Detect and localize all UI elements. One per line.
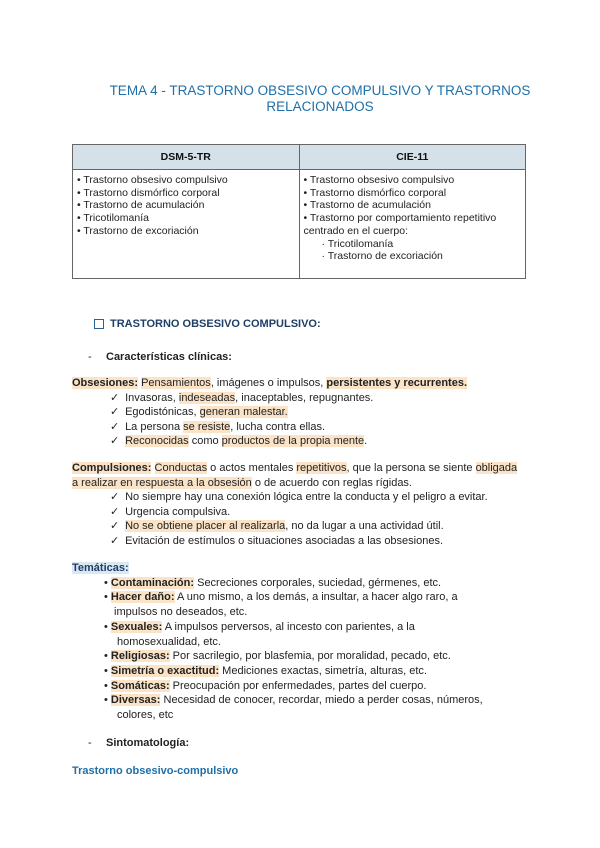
text: , inaceptables, repugnantes.: [235, 391, 374, 404]
clinical-heading: [88, 351, 232, 363]
text: Urgencia compulsiva.: [125, 505, 231, 518]
compulsiones-label: Compulsiones:: [72, 462, 152, 474]
section-title: [94, 318, 321, 330]
list-item: • Trastorno de excoriación: [77, 224, 199, 237]
list-item: • Trastorno obsesivo compulsivo: [77, 174, 228, 186]
check-icon: ✓: [110, 391, 120, 404]
text: Secreciones corporales, suciedad, gérmenes, etc.: [194, 576, 442, 589]
highlight: Reconocidas: [125, 435, 189, 447]
compulsiones-block: [72, 461, 517, 548]
text: , no da lugar a una actividad útil.: [285, 520, 444, 532]
dash-bullet: -: [88, 737, 92, 749]
list-item-cont: homosexualidad, etc.: [117, 635, 221, 648]
highlight: Conductas: [154, 462, 208, 474]
list-item: • Trastorno de acumulación: [77, 199, 205, 212]
list-item-cont: impulsos no deseados, etc.: [114, 606, 248, 619]
list-subitem: · Trastorno de excoriación: [321, 250, 443, 263]
obsesiones-label: Obsesiones:: [72, 377, 139, 389]
text: A impulsos perversos, al incesto con parientes, a la: [162, 620, 415, 633]
text: Necesidad de conocer, recordar, miedo a perder cosas, números,: [160, 694, 483, 707]
cie-cell: [299, 170, 526, 279]
highlight: obligada: [475, 462, 518, 474]
text: .: [364, 435, 368, 447]
dsm-cell: [73, 170, 300, 279]
text: No siempre hay una conexión lógica entre la conducta y el peligro a evitar.: [125, 491, 488, 503]
item-name: Hacer daño:: [110, 591, 175, 604]
list-item: • Trastorno dismórfico corporal: [303, 186, 447, 199]
list-item: • Sexuales: A impulsos perversos, al incesto con parientes, a la: [104, 620, 415, 633]
list-item: • Trastorno de acumulación: [303, 199, 431, 212]
list-item: • Contaminación: Secreciones corporales, suciedad, gérmenes, etc.: [104, 576, 442, 589]
list-item: • Trastorno obsesivo compulsivo: [303, 174, 455, 186]
list-item: • Trastorno dismórfico corporal: [77, 186, 220, 199]
tematicas-block: [72, 561, 512, 723]
list-subitem: · Tricotilomanía: [321, 237, 394, 250]
text: o de acuerdo con reglas rígidas.: [251, 476, 412, 489]
check-icon: ✓: [110, 435, 120, 447]
check-icon: ✓: [110, 520, 120, 532]
highlight: repetitivos: [296, 462, 347, 474]
list-item: • Hacer daño: A uno mismo, a los demás, a insultar, a hacer algo raro, a: [104, 591, 458, 604]
highlight: persistentes y recurrentes.: [326, 377, 468, 389]
check-icon: ✓: [110, 406, 120, 418]
check-icon: ✓: [110, 420, 120, 433]
highlight: productos de la propia mente: [221, 435, 365, 447]
tematicas-label: Temáticas:: [72, 562, 129, 574]
item-name: Diversas:: [110, 694, 161, 707]
text: A uno mismo, a los demás, a insultar, a hacer algo raro, a: [174, 591, 458, 604]
text: Mediciones exactas, simetría, alturas, etc.: [219, 664, 427, 677]
item-name: Sexuales:: [110, 620, 163, 633]
item-name: Somáticas:: [110, 679, 170, 692]
classification-table: [72, 144, 526, 279]
text: , imágenes o impulsos,: [210, 377, 327, 389]
text: Por sacrilegio, por blasfemia, por moralidad, pecado, etc.: [169, 650, 451, 663]
highlight: Pensamientos: [141, 377, 211, 389]
check-icon: ✓: [110, 491, 120, 503]
text: como: [188, 435, 222, 447]
highlight: No se obtiene placer al realizarla: [125, 520, 286, 532]
highlight: a realizar en respuesta a la obsesión: [72, 476, 252, 489]
page-title: TEMA 4 - TRASTORNO OBSESIVO COMPULSIVO Y TRASTORNOS RELACIONADOS: [109, 83, 531, 114]
list-item: • Religiosas: Por sacrilegio, por blasfemia, por moralidad, pecado, etc.: [104, 650, 451, 663]
list-item: • Trastorno por comportamiento repetitivo centrado en el cuerpo:: [303, 212, 497, 237]
text: La persona: [125, 420, 184, 433]
item-name: Simetría o exactitud:: [110, 664, 220, 677]
section-title-text: TRASTORNO OBSESIVO COMPULSIVO:: [110, 318, 321, 330]
list-item: • Tricotilomanía: [77, 212, 149, 225]
subheading: Trastorno obsesivo-compulsivo: [72, 765, 239, 777]
check-icon: ✓: [110, 534, 120, 547]
list-item: • Simetría o exactitud: Mediciones exactas, simetría, alturas, etc.: [104, 664, 427, 677]
checkbox-icon: [94, 319, 104, 329]
check-icon: ✓: [110, 505, 120, 518]
list-item: • Somáticas: Preocupación por enfermedades, partes del cuerpo.: [104, 679, 427, 692]
text: Invasoras,: [125, 391, 179, 404]
col-header-dsm: DSM-5-TR: [73, 145, 300, 170]
highlight: se resiste: [183, 420, 231, 433]
text: , lucha contra ellas.: [230, 420, 326, 433]
text: Egodistónicas,: [125, 406, 200, 418]
item-name: Religiosas:: [110, 650, 170, 663]
obsesiones-block: [72, 376, 467, 449]
dash-bullet: -: [88, 351, 92, 363]
col-header-cie: CIE-11: [299, 145, 526, 170]
highlight: generan malestar.: [199, 406, 288, 418]
text: Preocupación por enfermedades, partes del cuerpo.: [169, 679, 427, 692]
item-name: Contaminación:: [110, 576, 195, 589]
sintomatologia-heading: [88, 737, 189, 749]
list-item-cont: colores, etc: [117, 709, 174, 722]
list-item: • Diversas: Necesidad de conocer, recordar, miedo a perder cosas, números,: [104, 694, 483, 707]
clinical-heading-text: Características clínicas:: [106, 351, 232, 363]
sintomatologia-heading-text: Sintomatología:: [106, 737, 190, 749]
text: o actos mentales: [207, 462, 297, 474]
text: Evitación de estímulos o situaciones asociadas a las obsesiones.: [125, 534, 444, 547]
highlight: indeseadas: [178, 391, 236, 404]
text: , que la persona se siente: [346, 462, 476, 474]
